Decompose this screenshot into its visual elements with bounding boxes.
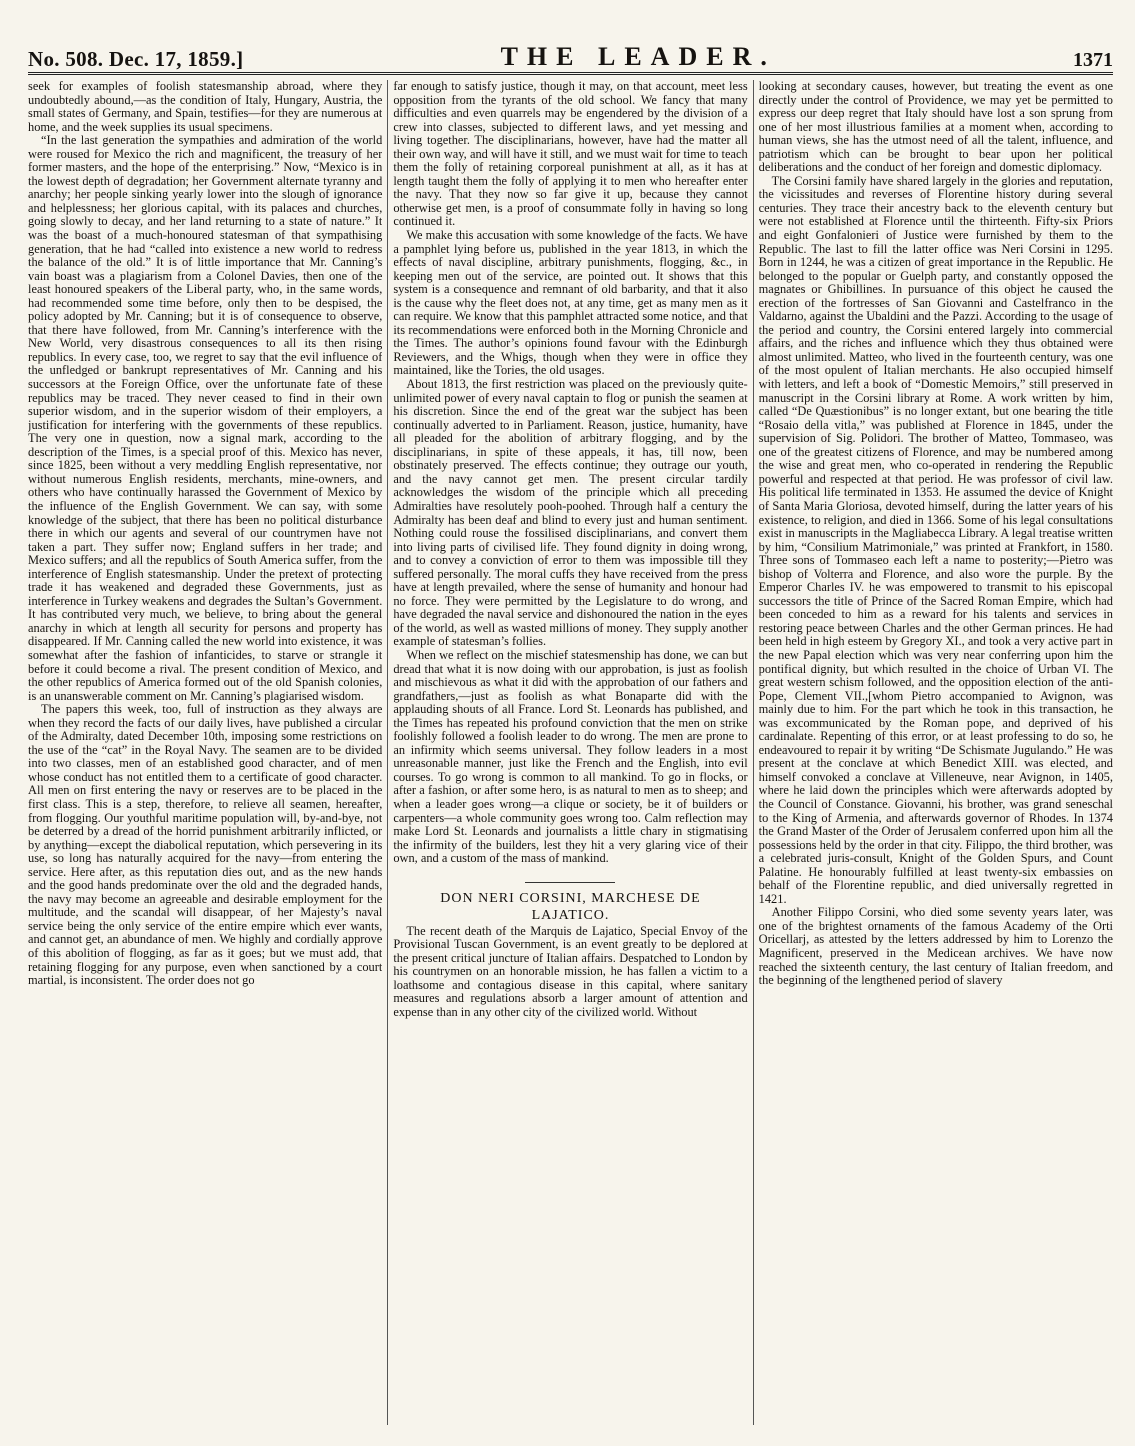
issue-date: No. 508. Dec. 17, 1859.]: [28, 47, 244, 71]
article-columns: [28, 80, 1113, 1425]
paragraph: Another Filippo Corsini, who died some seventy years later, was one of the brightest ornaments of the famous Academy of the Orti Oricellarj, as attested by the letters addressed by him to Lorenzo the Magnificent, preserved in the Medicean archives. We have now reached the sixteenth century, the last century of Italian freedom, and the beginning of the lengthened period of slavery: [758, 905, 1113, 988]
article-heading-line2: LAJATICO.: [531, 907, 610, 923]
paragraph: We make this accusation with some knowledge of the facts. We have a pamphlet lying before us, published in the year 1813, in which the effects of naval discipline, arbitrary punishments, flogging, &c., in keeping men out of the service, are pointed out. It shows that this system is a consequence and remnant of old barbarity, and that it also is the cause why the fleet does not, at any time, get as many men as it can require. We know that this pamphlet attracted some notice, and that its recommendations were enforced both in the Morning Chronicle and the Times. The author’s opinions found favour with the Edinburgh Reviewers, and the Whigs, though when they were in office they maintained, like the Tories, the old usages.: [393, 228, 748, 378]
paragraph: The Corsini family have shared largely in the glories and reputation, the vicissitudes and reverses of Florentine history during several centuries. They trace their ancestry back to the eleventh century but were not established at Florence until the thirteenth. Fifty-six Priors and eight Gonfalonieri of Justice were furnished by them to the Republic. The last to fill the latter office was Neri Corsini in 1295. Born in 1244, he was a citizen of great importance in the Republic. He belonged to the popular or Guelph party, and constantly opposed the magnates or Ghibillines. In pursuance of this object he caused the erection of the fortresses of San Giovanni and Castelfranco in the Valdarno, against the Ubaldini and the Pazzi. According to the usage of the period and country, the Corsini entered largely into commercial affairs, and the riches and influence which they thus obtained were almost unlimited. Matteo, who lived in the fourteenth century, was one of the most opulent of Italian merchants. He also occupied himself with letters, and left a book of “Domestic Memoirs,” still preserved in manuscript in the Corsini library at Rome. A work written by him, called “De Quæstionibus” is no longer extant, but one bearing the title “Rosaio della vitla,” was published at Florence in 1845, under the supervision of Sig. Polidori. The brother of Matteo, Tommaseo, was one of the greatest citizens of Florence, and may be numbered among the wise and great men, who co-operated in rendering the Republic powerful and respected at that period. He was professor of civil law. His political life terminated in 1353. He assumed the device of Knight of Santa Maria Gloriosa, devoted himself, during the latter years of his existence, to religion, and died in 1366. Some of his legal consultations exist in manuscripts in the Magliabecca Library. A legal treatise written by him, “Consilium Matrimoniale,” was printed at Frankfort, in 1580. Three sons of Tommaseo each left a name to posterity;—Pietro was bishop of Volterra and Florence, and also wore the purple. By the Emperor Charles IV. he was empowered to transmit to his episcopal successors the title of Prince of the Sacred Roman Empire, which had been conceded to him as a reward for his talents and services in restoring peace between Charles and the other German princes. He had been held in high esteem by Gregory XI., and took a very active part in the new Papal election which was very near conferring upon him the pontifical dignity, but which resulted in the choice of Urban VI. The great western schism followed, and the opposition election of the anti-Pope, Clement VII.,[whom Pietro accompanied to Avignon, was mainly due to him. For the part which he took in this transaction, he was excommunicated by the Roman pope, and deprived of his cardinalate. Repenting of this error, or at least professing to do so, he endeavoured to repair it by writing “De Schismate Jugulando.” He was present at the conclave at which Benedict XIII. was elected, and himself convoked a conclave at Villeneuve, near Avignon, in 1405, where he laid down the principles which were afterwards adopted by the Council of Constance. Giovanni, his brother, was grand seneschal to the King of Armenia, and afterwards governor of Rhodes. In 1374 the Grand Master of the Order of Jerusalem conferred upon him all the possessions held by the order in that city. Filippo, the third brother, was a celebrated juris-consult, Knight of the Golden Spurs, and Count Palatine. He honourably fulfilled at least twenty-six embassies on behalf of the Florentine republic, and died universally regretted in 1421.: [758, 173, 1113, 906]
masthead: [28, 36, 1113, 75]
column-2: [393, 80, 747, 1425]
paper-title: THE LEADER.: [500, 42, 776, 71]
column-divider: [387, 80, 388, 1425]
column-1: [28, 80, 382, 1425]
article-heading: DON NERI CORSINI, MARCHESE DE: [440, 890, 701, 906]
paragraph: far enough to satisfy justice, though it may, on that account, meet less opposition from the tyrants of the old school. We fancy that many difficulties and even quarrels may be engendered by the division of a crew into classes, subjected to different laws, and yet messing and living together. The disciplinarians, however, have had the matter all their own way, and will have it still, and we must wait for time to teach them the folly of retaining corporeal punishment at all, as it has at length taught them the folly of applying it to men who hereafter enter the navy. That they now so far give it up, because they cannot otherwise get men, is a proof of consummate folly in having so long continued it.: [393, 80, 748, 229]
paragraph: About 1813, the first restriction was placed on the previously quite-unlimited power of every naval captain to flog or punish the seamen at his discretion. Since the end of the great war the subject has been continually adverted to in Parliament. Reason, justice, humanity, have all pleaded for the abolition of arbitrary flogging, and by the disciplinarians, in spite of these appeals, it has, till now, been obstinately preserved. The effects continue; they outrage our youth, and the navy cannot get men. The present circular tardily acknowledges the wisdom of the principle which all preceding Admiralties have resolutely pooh-poohed. Through half a century the Admiralty has been deaf and blind to every just and human sentiment. Nothing could rouse the fossilised disciplinarians, and convert them into living parts of civilised life. They found dignity in doing wrong, and to convey a conviction of error to them was impossible till they suffered personally. The moral cuffs they have received from the press have at length prevailed, where the sense of humanity and honour had no force. They were permitted by the Legislature to do wrong, and have degraded the naval service and dishonoured the nation in the eyes of the world, as well as wasted millions of money. They supply another example of statesman’s follies.: [393, 377, 748, 649]
column-divider: [753, 80, 754, 1425]
page-number: 1371: [1073, 49, 1113, 71]
paragraph: When we reflect on the mischief statesmenship has done, we can but dread that what it is now doing with our approbation, is just as foolish and mischievous as what it did with the approbation of our fathers and grandfathers,—just as foolish as what Bonaparte did with the applauding shouts of all France. Lord St. Leonards has published, and the Times has repeated his profound conviction that the men on strike foolishly followed a foolish leader to do wrong. The men are prone to an infirmity which seems universal. They follow leaders in a most unreasonable manner, just like the French and the English, into evil courses. To go wrong is common to all mankind. To go in flocks, or after a fashion, or after some hero, is as natural to men as to sheep; and when a leader goes wrong—a clique or society, be it of builders or carpenters—a whole community goes wrong too. Calm reflection may make Lord St. Leonards and journalists a little chary in stigmatising the infirmity of the builders, lest they hit a very glaring vice of their own, and a custom of the mass of mankind.: [393, 647, 748, 866]
paragraph: The recent death of the Marquis de Lajatico, Special Envoy of the Provisional Tuscan Government, is an event greatly to be deplored at the present critical juncture of Italian affairs. Despatched to London by his countrymen on an honorable mission, he has fallen a victim to a loathsome and contagious disease in this capital, where sanitary measures and regulations absorb a larger amount of attention and expense than in any other city of the civilized world. Without: [393, 923, 748, 1019]
paragraph: seek for examples of foolish statesmanship abroad, where they undoubtedly abound,—as the condition of Italy, Hungary, Austria, the small states of Germany, and Spain, testifies—for they are numerous at home, and the week supplies its usual specimens.: [28, 80, 383, 134]
paragraph: looking at secondary causes, however, but treating the event as one directly under the control of Providence, we may yet be permitted to express our deep regret that Italy should have lost a son sprung from one of her most illustrious families at a moment when, according to human views, she has the utmost need of all the talent, influence, and patriotism which can be brought to bear upon her political deliberations and the conduct of her foreign and domestic diplomacy.: [758, 80, 1113, 175]
paragraph: The papers this week, too, full of instruction as they always are when they record the facts of our daily lives, have published a circular of the Admiralty, dated December 10th, imposing some restrictions on the use of the “cat” in the Royal Navy. The seamen are to be divided into two classes, men of an established good character, and of men whose conduct has not entitled them to a certificate of good character. All men on first entering the navy or reserves are to be placed in the first class. This is a step, therefore, to relieve all seamen, hereafter, from flogging. Our youthful maritime population will, by-and-bye, not be deterred by a dread of the horrid punishment arbitrarily inflicted, or by anything—except the diabolical reputation, which persevering in its use, so long has naturally acquired for the navy—from entering the service. Here after, as this reputation dies out, and as the new hands and the good hands predominate over the old and the degraded hands, the navy may become an agreeable and desirable employment for the multitude, and the scandal will disappear, of her Majesty’s naval service being the only service of the entire empire which ever wants, and cannot get, an abundance of men. We highly and cordially approve of this abolition of flogging, as far as it goes; but we must add, that retaining flogging for any purpose, even when sanctioned by a court martial, is inconsistent. The order does not go: [28, 702, 383, 988]
section-rule: [525, 882, 615, 883]
column-3: [759, 80, 1113, 1425]
paragraph: “In the last generation the sympathies and admiration of the world were roused for Mexico the rich and magnificent, the treasury of her former masters, and the hope of the enterprising.” Now, “Mexico is in the lowest depth of degradation; her Government alternate tyranny and anarchy; her people sinking yearly lower into the slough of ignorance and helplessness; her glorious capital, with its palaces and churches, going slowly to decay, and her land returning to a state of nature.” It was the boast of a much-honoured statesman of that sympathising generation, that he had “called into existence a new world to redress the balance of the old.” It is of little importance that Mr. Canning’s vain boast was a plagiarism from a Colonel Davies, then one of the least honoured speakers of the Liberal party, who, in the same words, had recommended some time before, only then to be despised, the policy adopted by Mr. Canning; but it is of consequence to observe, that there have followed, from Mr. Canning’s interference with the New World, very disastrous consequences to all its then rising republics. In every case, too, we regret to say that the evil influence of the unfledged or bankrupt representatives of Mr. Canning and his successors at the Foreign Office, over the unfortunate fate of these republics may be traced. They never ceased to find in their own superior wisdom, and in the superior wisdom of their employers, a justification for interfering with the governments of these republics. The very one in question, now a signal mark, according to the description of the Times, is a special proof of this. Mexico has never, since 1825, been without a very meddling English representative, nor without numerous English residents, merchants, mine-owners, and others who have continually harassed the Government of Mexico by the influence of the English Government. We can say, with some knowledge of the subject, that there has been no political disturbance there in which our agents and several of our countrymen have not taken a part. They suffer now; England suffers in her trade; and Mexico suffers; and all the republics of South America suffer, from the interference of English statesmanship. Under the pretext of protecting trade it has weakened and degraded these Governments, just as interference in Turkey weakens and degrades the Sultan’s Government. It has contributed very much, we believe, to bring about the general anarchy in which at length all security for persons and property has disappeared. If Mr. Canning called the new world into existence, it was somewhat after the fashion of infanticides, to starve or strangle it before it could become a rival. The present condition of Mexico, and the other republics of America formed out of the old Spanish colonies, is an unanswerable comment on Mr. Canning’s plagiarised wisdom.: [28, 133, 383, 703]
